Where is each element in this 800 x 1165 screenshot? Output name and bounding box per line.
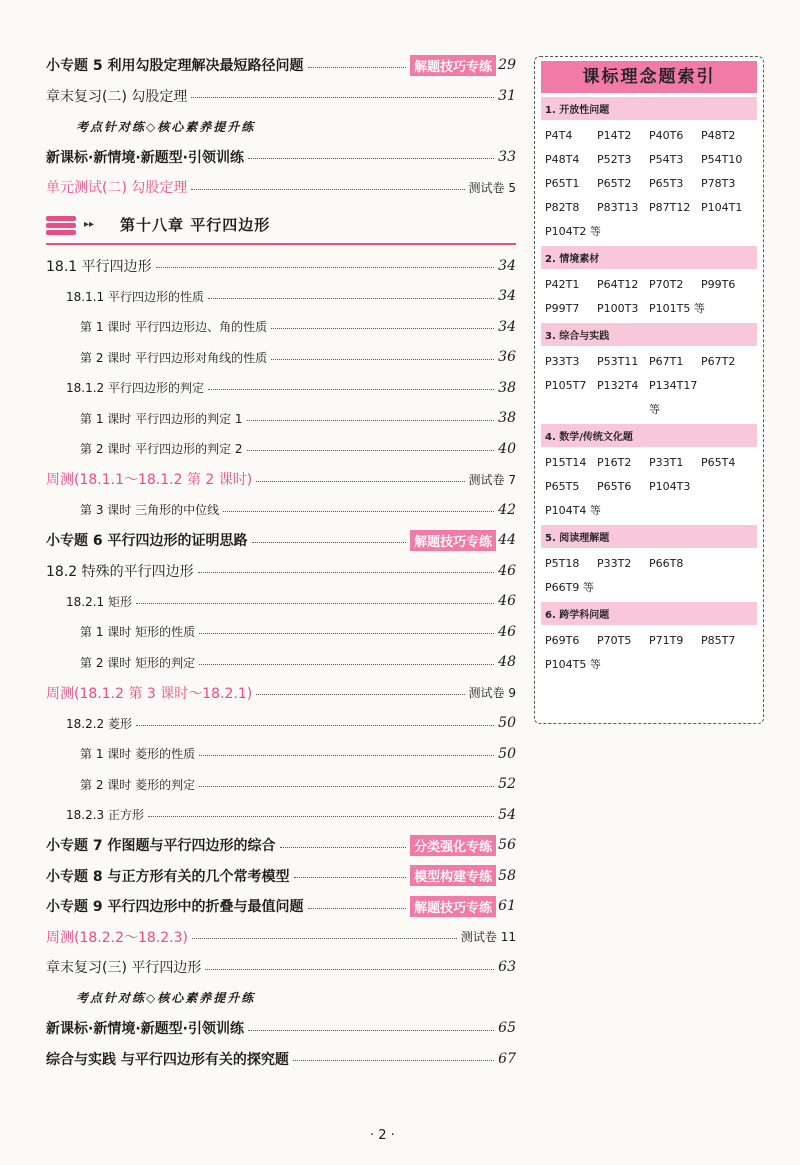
toc-main-section bbox=[46, 251, 516, 1075]
toc-page-number: 48 bbox=[498, 654, 516, 671]
toc-row[interactable] bbox=[46, 739, 516, 770]
index-item: P65T3 bbox=[649, 177, 684, 190]
toc-page-number: 29 bbox=[498, 57, 516, 74]
toc-entry-title: 综合与实践 与平行四边形有关的探究题 bbox=[46, 1051, 289, 1068]
leader-dots bbox=[136, 725, 494, 726]
index-item-list bbox=[535, 629, 763, 677]
test-paper-page: 测试卷 9 bbox=[468, 686, 516, 701]
leader-dots bbox=[191, 189, 464, 190]
index-categories bbox=[535, 97, 763, 677]
index-item: P104T5 等 bbox=[545, 658, 601, 671]
index-category-header: 2. 情境素材 bbox=[541, 246, 757, 269]
toc-row[interactable] bbox=[46, 525, 516, 556]
toc-entry-title: 小专题 5 利用勾股定理解决最短路径问题 bbox=[46, 58, 304, 75]
toc-row[interactable] bbox=[46, 312, 516, 343]
index-item: P4T4 bbox=[545, 129, 573, 142]
index-item: P104T4 等 bbox=[545, 504, 601, 517]
toc-row[interactable] bbox=[46, 800, 516, 831]
leader-dots bbox=[308, 908, 407, 909]
index-item: P16T2 bbox=[597, 456, 632, 469]
toc-row[interactable] bbox=[46, 891, 516, 922]
leader-dots bbox=[199, 633, 494, 634]
index-category-header: 3. 综合与实践 bbox=[541, 323, 757, 346]
toc-entry-title: 考点针对练◇核心素养提升练 bbox=[76, 119, 256, 134]
index-item-list bbox=[535, 124, 763, 244]
index-item: P40T6 bbox=[649, 129, 684, 142]
toc-row[interactable] bbox=[46, 281, 516, 312]
practice-tag: 解题技巧专练 bbox=[410, 55, 496, 76]
toc-entry-title: 第 1 课时 菱形的性质 bbox=[80, 747, 196, 762]
books-icon bbox=[46, 214, 90, 236]
practice-tag: 解题技巧专练 bbox=[410, 896, 496, 917]
toc-page-number: 38 bbox=[498, 410, 516, 427]
index-item-list bbox=[535, 451, 763, 523]
leader-dots bbox=[252, 542, 407, 543]
toc-page-number: 46 bbox=[498, 562, 516, 579]
index-item: P66T9 等 bbox=[545, 581, 594, 594]
index-item: P5T18 bbox=[545, 557, 580, 570]
index-item: P65T4 bbox=[701, 456, 736, 469]
toc-row[interactable] bbox=[46, 952, 516, 983]
index-category-header: 1. 开放性问题 bbox=[541, 97, 757, 120]
practice-tag: 分类强化专练 bbox=[410, 835, 496, 856]
index-item: P100T3 bbox=[597, 302, 639, 315]
leader-dots bbox=[247, 450, 495, 451]
toc-page-number: 44 bbox=[498, 532, 516, 549]
toc-page-number: 46 bbox=[498, 593, 516, 610]
leader-dots bbox=[293, 1060, 494, 1061]
page-number: · 2 · bbox=[370, 1128, 395, 1143]
toc-row[interactable] bbox=[46, 983, 516, 1014]
index-item: P70T5 bbox=[597, 634, 632, 647]
toc-row[interactable] bbox=[46, 81, 516, 112]
toc-entry-title: 第 3 课时 三角形的中位线 bbox=[80, 503, 220, 518]
index-item: P65T1 bbox=[545, 177, 580, 190]
toc-page-number: 34 bbox=[498, 257, 516, 274]
leader-dots bbox=[208, 389, 494, 390]
leader-dots bbox=[192, 938, 457, 939]
leader-dots bbox=[136, 603, 494, 604]
index-item-list bbox=[535, 552, 763, 600]
leader-dots bbox=[271, 359, 494, 360]
toc-entry-title: 第 2 课时 平行四边形对角线的性质 bbox=[80, 350, 268, 365]
toc-top-section bbox=[46, 50, 516, 203]
index-item: P65T6 bbox=[597, 480, 632, 493]
toc-page-number: 50 bbox=[498, 745, 516, 762]
toc-page-number: 56 bbox=[498, 837, 516, 854]
toc-entry-title: 第 2 课时 平行四边形的判定 2 bbox=[80, 442, 243, 457]
toc-page-number: 34 bbox=[498, 318, 516, 335]
toc-page-number: 36 bbox=[498, 349, 516, 366]
toc-entry-title: 小专题 7 作图题与平行四边形的综合 bbox=[46, 838, 276, 855]
index-item: P54T3 bbox=[649, 153, 684, 166]
index-item: P67T2 bbox=[701, 355, 736, 368]
leader-dots bbox=[294, 877, 407, 878]
leader-dots bbox=[308, 67, 407, 68]
leader-dots bbox=[191, 97, 494, 98]
toc-page-number: 31 bbox=[498, 87, 516, 104]
index-item: P48T2 bbox=[701, 129, 736, 142]
test-paper-page: 测试卷 7 bbox=[468, 472, 516, 487]
leader-dots bbox=[205, 969, 494, 970]
leader-dots bbox=[156, 267, 495, 268]
curriculum-index-box bbox=[534, 56, 764, 724]
leader-dots bbox=[256, 481, 464, 482]
toc-page-number: 61 bbox=[498, 898, 516, 915]
toc-row[interactable] bbox=[46, 769, 516, 800]
index-item: P134T17 等 bbox=[649, 379, 698, 416]
index-item-list bbox=[535, 350, 763, 422]
leader-dots bbox=[248, 1030, 494, 1031]
index-category-header: 5. 阅读理解题 bbox=[541, 525, 757, 548]
table-of-contents bbox=[46, 50, 516, 1074]
index-item-list bbox=[535, 273, 763, 321]
index-item: P82T8 bbox=[545, 201, 580, 214]
index-item: P104T1 bbox=[701, 201, 743, 214]
test-paper-page: 测试卷 11 bbox=[460, 930, 516, 945]
toc-row[interactable] bbox=[46, 647, 516, 678]
toc-page-number: 52 bbox=[498, 776, 516, 793]
leader-dots bbox=[199, 664, 494, 665]
leader-dots bbox=[223, 511, 494, 512]
toc-row[interactable] bbox=[46, 142, 516, 173]
index-item: P15T14 bbox=[545, 456, 587, 469]
toc-page-number: 34 bbox=[498, 288, 516, 305]
toc-entry-title: 小专题 8 与正方形有关的几个常考模型 bbox=[46, 868, 290, 885]
toc-entry-title: 18.1 平行四边形 bbox=[46, 258, 152, 275]
index-item: P69T6 bbox=[545, 634, 580, 647]
index-item: P65T2 bbox=[597, 177, 632, 190]
toc-row[interactable] bbox=[46, 617, 516, 648]
toc-row[interactable] bbox=[46, 50, 516, 81]
toc-row[interactable] bbox=[46, 1044, 516, 1075]
index-item: P42T1 bbox=[545, 278, 580, 291]
index-item: P64T12 bbox=[597, 278, 639, 291]
index-item: P70T2 bbox=[649, 278, 684, 291]
toc-page-number: 50 bbox=[498, 715, 516, 732]
leader-dots bbox=[148, 816, 494, 817]
index-item: P65T5 bbox=[545, 480, 580, 493]
toc-row[interactable] bbox=[46, 861, 516, 892]
index-item: P66T8 bbox=[649, 557, 684, 570]
leader-dots bbox=[280, 847, 407, 848]
toc-entry-title: 新课标·新情境·新题型·引领训练 bbox=[46, 1021, 244, 1038]
toc-row[interactable] bbox=[46, 708, 516, 739]
toc-entry-title: 章末复习(二) 勾股定理 bbox=[46, 88, 188, 105]
toc-entry-title: 章末复习(三) 平行四边形 bbox=[46, 960, 202, 977]
index-item: P132T4 bbox=[597, 379, 639, 392]
toc-row[interactable] bbox=[46, 342, 516, 373]
toc-entry-title: 单元测试(二) 勾股定理 bbox=[46, 180, 188, 197]
toc-page-number: 38 bbox=[498, 379, 516, 396]
test-paper-page: 测试卷 5 bbox=[468, 180, 516, 195]
index-item: P78T3 bbox=[701, 177, 736, 190]
index-item: P33T3 bbox=[545, 355, 580, 368]
index-item: P101T5 等 bbox=[649, 302, 705, 315]
index-item: P99T6 bbox=[701, 278, 736, 291]
toc-row[interactable] bbox=[46, 586, 516, 617]
index-item: P104T3 bbox=[649, 480, 691, 493]
toc-page-number: 33 bbox=[498, 148, 516, 165]
index-item: P71T9 bbox=[649, 634, 684, 647]
index-item: P87T12 bbox=[649, 201, 691, 214]
leader-dots bbox=[199, 755, 494, 756]
index-category-header: 6. 跨学科问题 bbox=[541, 602, 757, 625]
index-item: P99T7 bbox=[545, 302, 580, 315]
leader-dots bbox=[248, 158, 494, 159]
toc-row[interactable] bbox=[46, 922, 516, 953]
index-item: P67T1 bbox=[649, 355, 684, 368]
toc-row[interactable] bbox=[46, 111, 516, 142]
leader-dots bbox=[247, 420, 495, 421]
toc-row[interactable] bbox=[46, 495, 516, 526]
toc-page-number: 63 bbox=[498, 959, 516, 976]
toc-entry-title: 18.2.1 矩形 bbox=[66, 594, 132, 609]
toc-entry-title: 周测(18.1.2 第 3 课时～18.2.1) bbox=[46, 685, 253, 702]
index-item: P33T2 bbox=[597, 557, 632, 570]
chapter-title: 第十八章 平行四边形 bbox=[120, 216, 271, 234]
toc-entry-title: 小专题 9 平行四边形中的折叠与最值问题 bbox=[46, 899, 304, 916]
toc-row[interactable] bbox=[46, 403, 516, 434]
toc-page-number: 65 bbox=[498, 1020, 516, 1037]
toc-row[interactable] bbox=[46, 556, 516, 587]
index-title: 课标理念题索引 bbox=[541, 61, 757, 93]
toc-entry-title: 小专题 6 平行四边形的证明思路 bbox=[46, 533, 248, 550]
toc-row[interactable] bbox=[46, 464, 516, 495]
index-item: P14T2 bbox=[597, 129, 632, 142]
index-item: P85T7 bbox=[701, 634, 736, 647]
toc-row[interactable] bbox=[46, 1013, 516, 1044]
index-category-header: 4. 数学/传统文化题 bbox=[541, 424, 757, 447]
toc-page-number: 46 bbox=[498, 623, 516, 640]
index-item: P83T13 bbox=[597, 201, 639, 214]
practice-tag: 解题技巧专练 bbox=[410, 530, 496, 551]
toc-page-number: 58 bbox=[498, 867, 516, 884]
toc-row[interactable] bbox=[46, 172, 516, 203]
leader-dots bbox=[198, 572, 495, 573]
toc-entry-title: 新课标·新情境·新题型·引领训练 bbox=[46, 149, 244, 166]
toc-page-number: 54 bbox=[498, 806, 516, 823]
toc-entry-title: 第 1 课时 矩形的性质 bbox=[80, 625, 196, 640]
toc-entry-title: 18.1.2 平行四边形的判定 bbox=[66, 381, 204, 396]
arrow-icon: ▸▸ bbox=[84, 219, 95, 230]
toc-entry-title: 第 1 课时 平行四边形边、角的性质 bbox=[80, 320, 268, 335]
toc-entry-title: 周测(18.1.1～18.1.2 第 2 课时) bbox=[46, 472, 253, 489]
toc-row[interactable] bbox=[46, 678, 516, 709]
toc-entry-title: 周测(18.2.2～18.2.3) bbox=[46, 929, 188, 946]
index-item: P104T2 等 bbox=[545, 225, 601, 238]
toc-page-number: 40 bbox=[498, 440, 516, 457]
toc-row[interactable] bbox=[46, 251, 516, 282]
toc-entry-title: 18.2.2 菱形 bbox=[66, 716, 132, 731]
index-item: P48T4 bbox=[545, 153, 580, 166]
toc-entry-title: 18.2 特殊的平行四边形 bbox=[46, 563, 194, 580]
index-item: P105T7 bbox=[545, 379, 587, 392]
leader-dots bbox=[256, 694, 464, 695]
toc-row[interactable] bbox=[46, 830, 516, 861]
index-item: P53T11 bbox=[597, 355, 639, 368]
toc-entry-title: 第 1 课时 平行四边形的判定 1 bbox=[80, 411, 243, 426]
practice-tag: 模型构建专练 bbox=[410, 865, 496, 886]
toc-entry-title: 第 2 课时 菱形的判定 bbox=[80, 777, 196, 792]
toc-page-number: 42 bbox=[498, 501, 516, 518]
chapter-heading bbox=[46, 207, 516, 245]
toc-entry-title: 18.2.3 正方形 bbox=[66, 808, 144, 823]
toc-page-number: 67 bbox=[498, 1050, 516, 1067]
index-item: P33T1 bbox=[649, 456, 684, 469]
toc-entry-title: 18.1.1 平行四边形的性质 bbox=[66, 289, 204, 304]
leader-dots bbox=[271, 328, 494, 329]
index-item: P54T10 bbox=[701, 153, 743, 166]
toc-entry-title: 考点针对练◇核心素养提升练 bbox=[76, 991, 256, 1006]
leader-dots bbox=[208, 298, 494, 299]
leader-dots bbox=[199, 786, 494, 787]
toc-row[interactable] bbox=[46, 434, 516, 465]
toc-row[interactable] bbox=[46, 373, 516, 404]
toc-entry-title: 第 2 课时 矩形的判定 bbox=[80, 655, 196, 670]
index-item: P52T3 bbox=[597, 153, 632, 166]
